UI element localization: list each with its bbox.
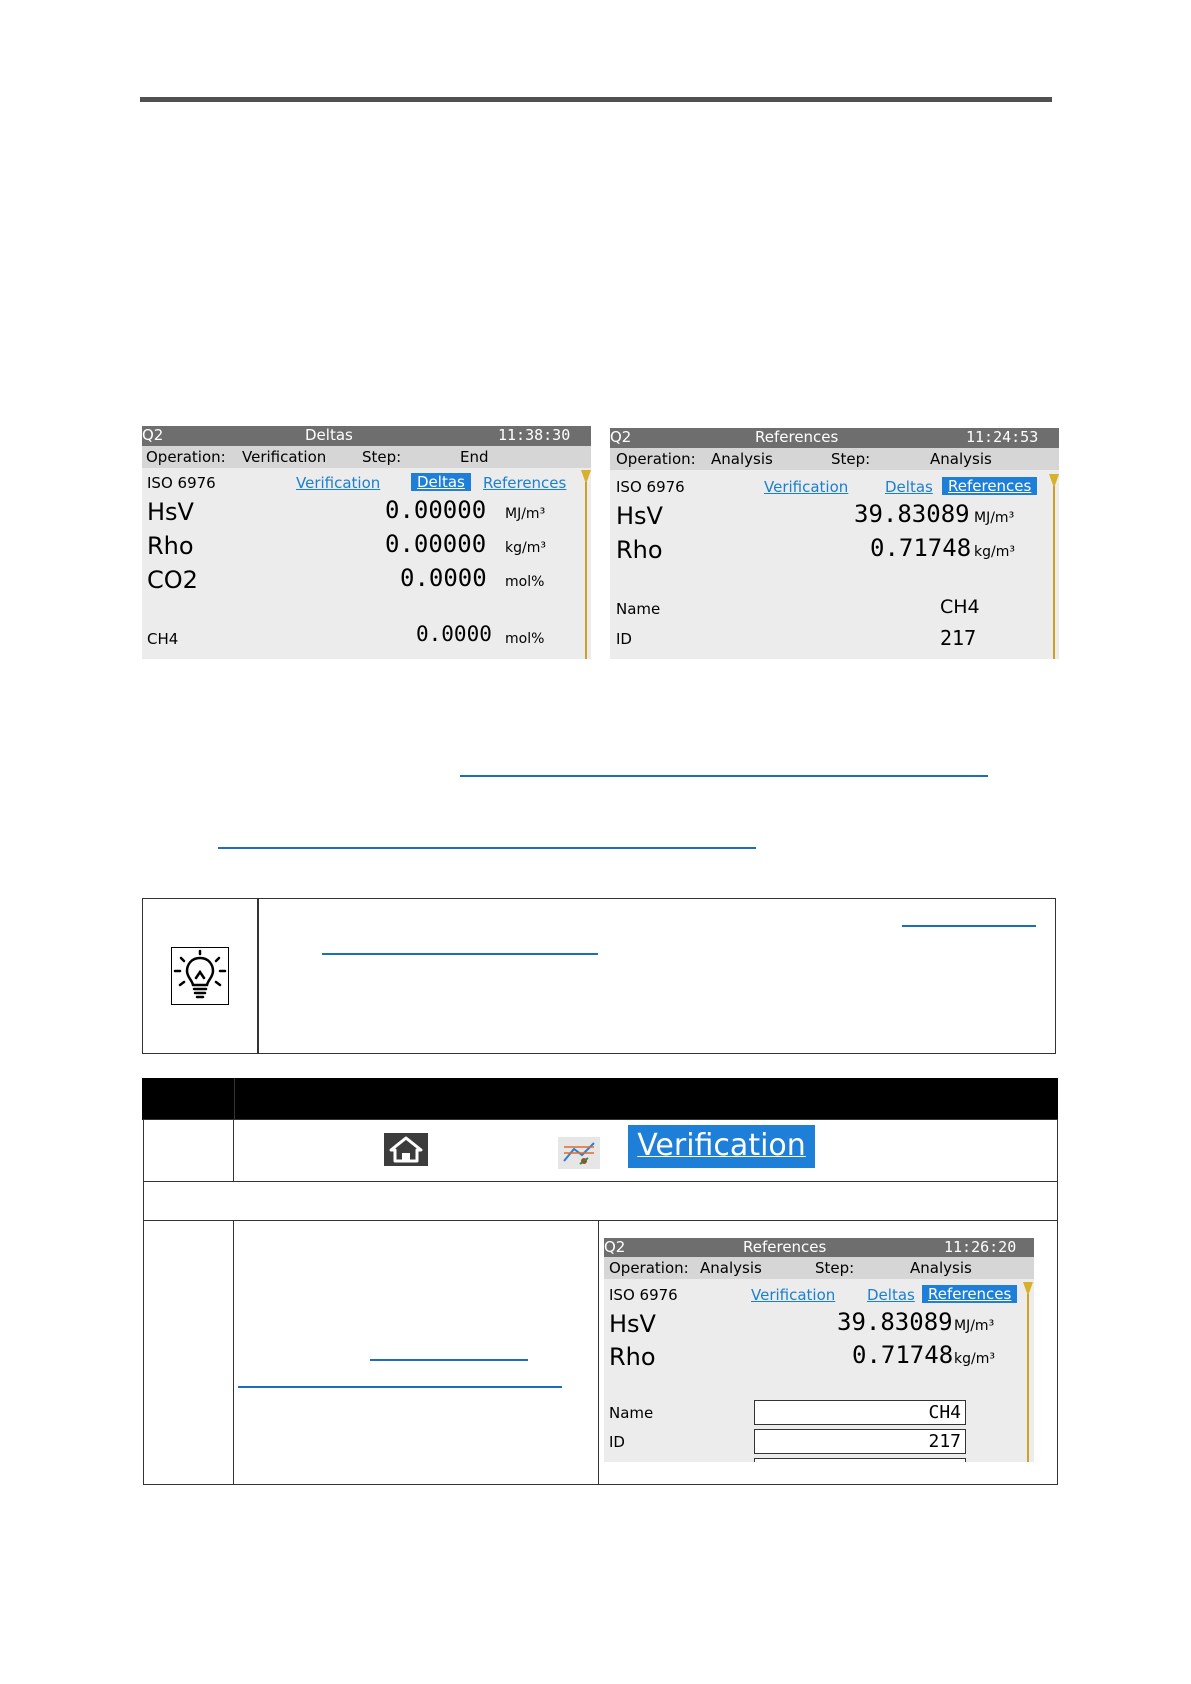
step-label: Step: (831, 450, 871, 468)
screen-title: References (755, 428, 839, 446)
id-label: ID (609, 1433, 625, 1451)
step-value: Analysis (930, 450, 992, 468)
tab-deltas[interactable]: Deltas (867, 1286, 915, 1304)
table-col-divider (233, 1119, 234, 1181)
id-value: 217 (940, 626, 977, 650)
link-underline[interactable] (460, 775, 988, 777)
method-label: ISO 6976 (609, 1286, 678, 1304)
next-field[interactable] (754, 1458, 966, 1462)
row-unit-rho: kg/m³ (974, 544, 1015, 560)
link-underline[interactable] (902, 925, 1036, 927)
id-field[interactable]: 217 (754, 1429, 966, 1454)
row-label-rho: Rho (147, 532, 194, 560)
link-underline[interactable] (238, 1386, 562, 1388)
verification-button-label: Verification (637, 1128, 806, 1163)
home-icon[interactable] (384, 1133, 428, 1166)
operation-label: Operation: (616, 450, 696, 468)
tab-verification[interactable]: Verification (764, 478, 849, 496)
row-unit-co2: mol% (505, 574, 545, 590)
link-underline[interactable] (218, 847, 756, 849)
step-value: End (460, 448, 489, 466)
table-row-divider (143, 1181, 1058, 1182)
operation-label: Operation: (146, 448, 226, 466)
row-label-ch4: CH4 (147, 630, 179, 648)
row-value-hsv: 39.83089 (854, 500, 970, 528)
step-screen (604, 1238, 1034, 1462)
name-label: Name (609, 1404, 654, 1422)
link-underline[interactable] (322, 953, 598, 955)
device-label: Q2 (610, 428, 632, 446)
row-value-hsv: 0.00000 (385, 496, 487, 524)
table-row-divider (143, 1220, 1058, 1221)
method-label: ISO 6976 (616, 478, 685, 496)
row-value-rho: 0.00000 (385, 530, 487, 558)
id-label: ID (616, 630, 632, 648)
tab-references[interactable]: References (483, 474, 567, 492)
step-label: Step: (815, 1259, 855, 1277)
row-unit-hsv: MJ/m³ (505, 506, 546, 522)
verification-icon[interactable] (558, 1137, 600, 1169)
table-col-divider (233, 1220, 234, 1485)
references-screen (610, 428, 1059, 659)
deltas-screen (142, 426, 591, 659)
operation-value: Analysis (700, 1259, 762, 1277)
row-value-ch4: 0.0000 (416, 622, 492, 646)
table-col-divider (598, 1220, 599, 1485)
tab-references[interactable]: References (922, 1285, 1017, 1303)
row-unit-hsv: MJ/m³ (954, 1318, 995, 1334)
tab-deltas[interactable]: Deltas (411, 473, 471, 491)
name-field[interactable]: CH4 (754, 1400, 966, 1425)
table-header (142, 1078, 1058, 1120)
operation-value: Verification (242, 448, 327, 466)
row-value-rho: 0.71748 (870, 534, 972, 562)
row-value-co2: 0.0000 (400, 564, 487, 592)
tab-deltas[interactable]: Deltas (885, 478, 933, 496)
tab-verification[interactable]: Verification (751, 1286, 836, 1304)
row-label-rho: Rho (609, 1343, 656, 1371)
operation-label: Operation: (609, 1259, 689, 1277)
row-value-rho: 0.71748 (852, 1341, 954, 1369)
screen-title: References (743, 1238, 827, 1256)
operation-value: Analysis (711, 450, 773, 468)
scrollbar[interactable] (1027, 1294, 1029, 1462)
scrollbar[interactable] (1053, 486, 1055, 659)
row-value-hsv: 39.83089 (837, 1308, 953, 1336)
name-label: Name (616, 600, 661, 618)
link-underline[interactable] (370, 1359, 528, 1361)
row-label-hsv: HsV (609, 1310, 656, 1338)
scrollbar[interactable] (585, 482, 587, 659)
row-label-rho: Rho (616, 536, 663, 564)
row-label-hsv: HsV (147, 498, 194, 526)
tab-verification[interactable]: Verification (296, 474, 381, 492)
clock: 11:26:20 (944, 1238, 1017, 1256)
device-label: Q2 (142, 426, 164, 444)
step-label: Step: (362, 448, 402, 466)
screen-title: Deltas (305, 426, 353, 444)
row-unit-ch4: mol% (505, 631, 545, 647)
tip-divider (257, 899, 259, 1053)
row-label-hsv: HsV (616, 502, 663, 530)
tab-references[interactable]: References (942, 477, 1037, 495)
header-rule (140, 97, 1052, 102)
row-label-co2: CO2 (147, 566, 198, 594)
clock: 11:24:53 (966, 428, 1039, 446)
method-label: ISO 6976 (147, 474, 216, 492)
name-value: CH4 (940, 596, 980, 618)
verification-button[interactable] (628, 1125, 815, 1168)
step-value: Analysis (910, 1259, 972, 1277)
row-unit-hsv: MJ/m³ (974, 510, 1015, 526)
device-label: Q2 (604, 1238, 626, 1256)
clock: 11:38:30 (498, 426, 571, 444)
row-unit-rho: kg/m³ (505, 540, 546, 556)
lightbulb-icon (171, 947, 229, 1005)
row-unit-rho: kg/m³ (954, 1351, 995, 1367)
tip-box (142, 898, 1056, 1054)
